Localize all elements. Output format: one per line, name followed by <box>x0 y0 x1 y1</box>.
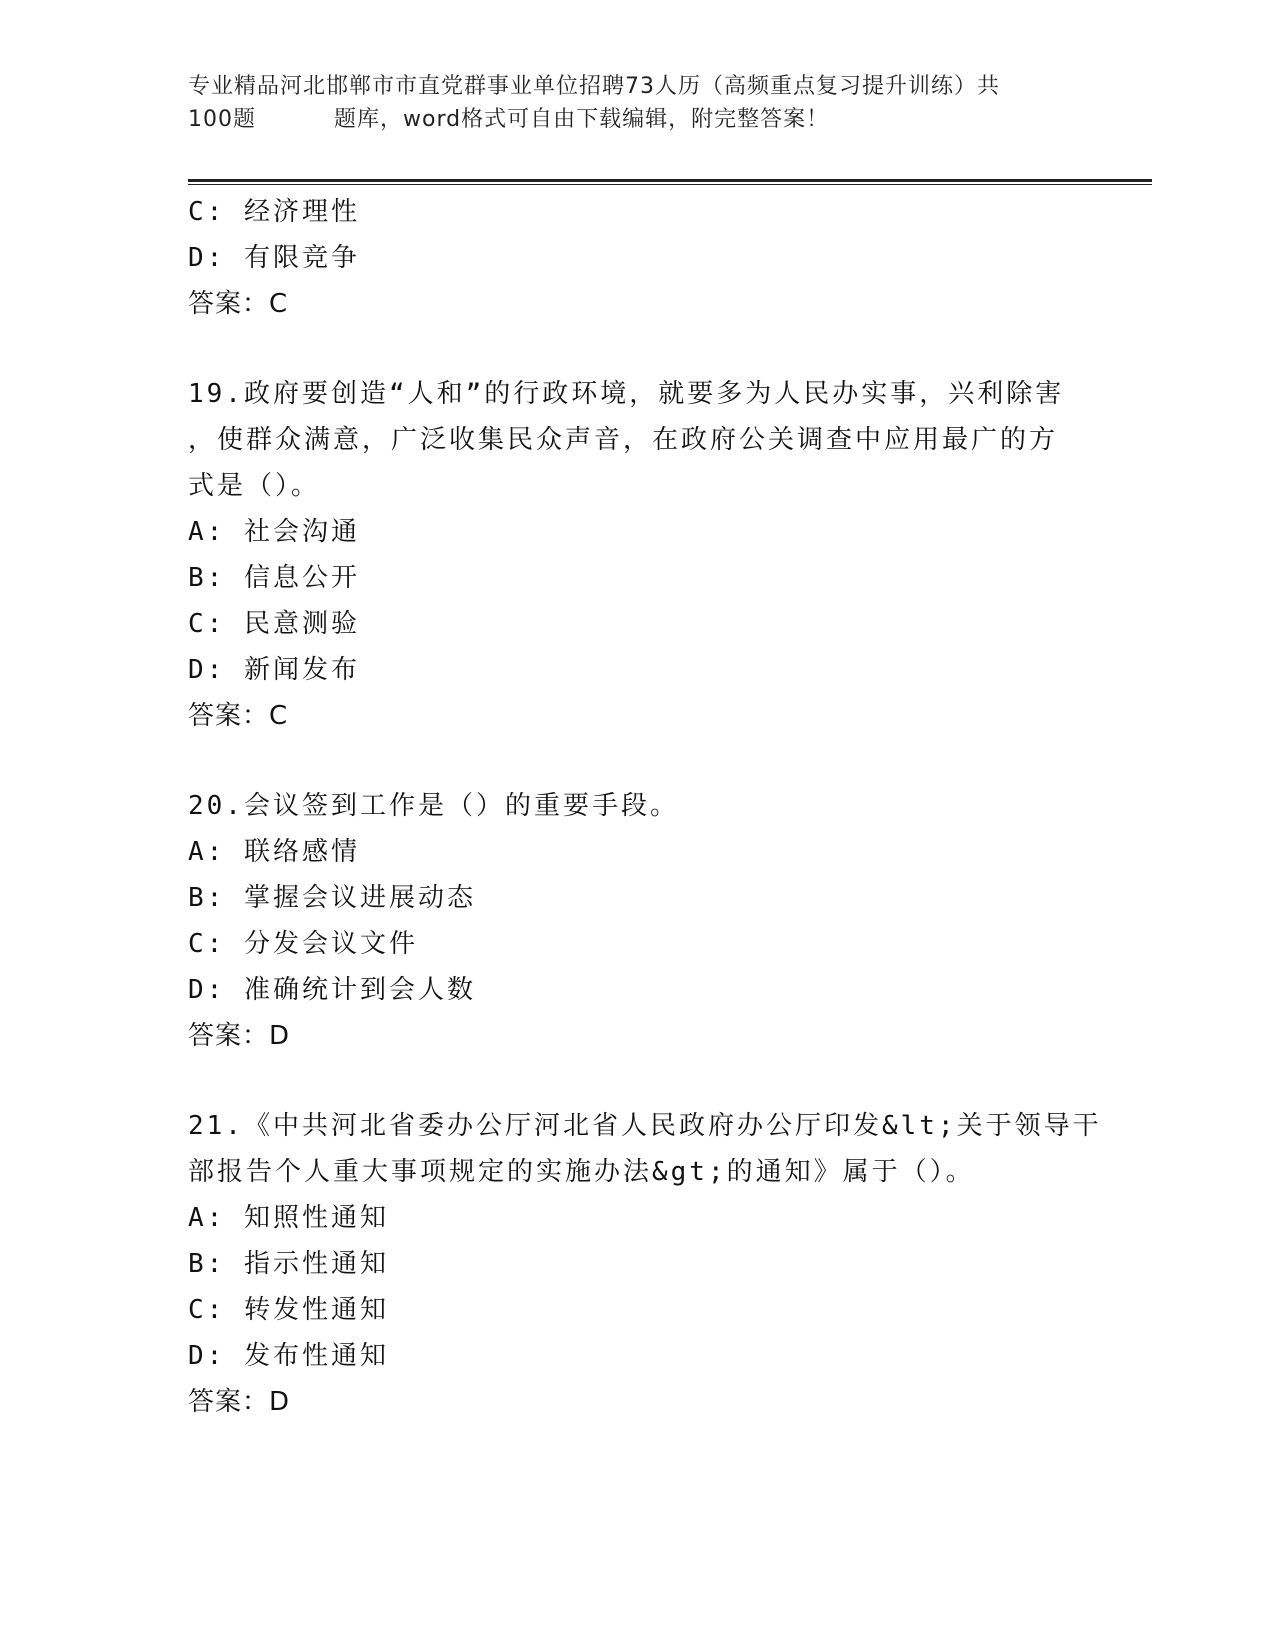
option-b: B: 掌握会议进展动态 <box>188 883 476 913</box>
question-19 <box>188 371 1088 739</box>
question-18-tail <box>188 189 1088 327</box>
question-stem-line: ，使群众满意，广泛收集民众声音，在政府公关调查中应用最广的方 <box>188 425 1059 455</box>
answer-line: 答案：C <box>188 289 289 319</box>
option-d: D: 准确统计到会人数 <box>188 975 476 1005</box>
option-a: A: 联络感情 <box>188 837 360 867</box>
option-c: C: 民意测验 <box>188 609 360 639</box>
answer-line: 答案：D <box>188 1387 291 1417</box>
option-a: A: 知照性通知 <box>188 1203 389 1233</box>
question-stem-line: 19.政府要创造“人和”的行政环境，就要多为人民办实事，兴利除害 <box>188 379 1065 409</box>
header-title-line1: 专业精品河北邯郸市市直党群事业单位招聘73人历（高频重点复习提升训练）共 <box>188 74 1000 99</box>
question-stem-line: 式是（）。 <box>188 471 321 501</box>
header-divider-thin <box>188 184 1152 185</box>
header-divider-thick <box>188 179 1152 182</box>
question-spacer <box>188 327 1088 371</box>
option-c: C: 分发会议文件 <box>188 929 418 959</box>
option-c: C: 经济理性 <box>188 197 360 227</box>
question-content <box>188 189 1102 1425</box>
option-d: D: 有限竞争 <box>188 243 360 273</box>
question-stem-line: 21.《中共河北省委办公厅河北省人民政府办公厅印发&lt;关于领导干 <box>188 1111 1102 1141</box>
option-b: B: 指示性通知 <box>188 1249 389 1279</box>
question-spacer <box>188 1059 1088 1103</box>
header-question-count: 100题 <box>188 107 256 132</box>
question-20 <box>188 783 1088 1059</box>
option-d: D: 新闻发布 <box>188 655 360 685</box>
page-header <box>188 70 1088 136</box>
question-21 <box>188 1103 1102 1425</box>
question-stem-line: 20.会议签到工作是（）的重要手段。 <box>188 791 679 821</box>
answer-line: 答案：D <box>188 1021 291 1051</box>
header-title-line2 <box>188 103 1088 136</box>
header-subtitle: 题库，word格式可自由下载编辑，附完整答案！ <box>334 107 830 132</box>
option-b: B: 信息公开 <box>188 563 360 593</box>
option-c: C: 转发性通知 <box>188 1295 389 1325</box>
answer-line: 答案：C <box>188 701 289 731</box>
option-a: A: 社会沟通 <box>188 517 360 547</box>
option-d: D: 发布性通知 <box>188 1341 389 1371</box>
question-spacer <box>188 739 1088 783</box>
question-stem-line: 部报告个人重大事项规定的实施办法&gt;的通知》属于（）。 <box>188 1157 975 1187</box>
